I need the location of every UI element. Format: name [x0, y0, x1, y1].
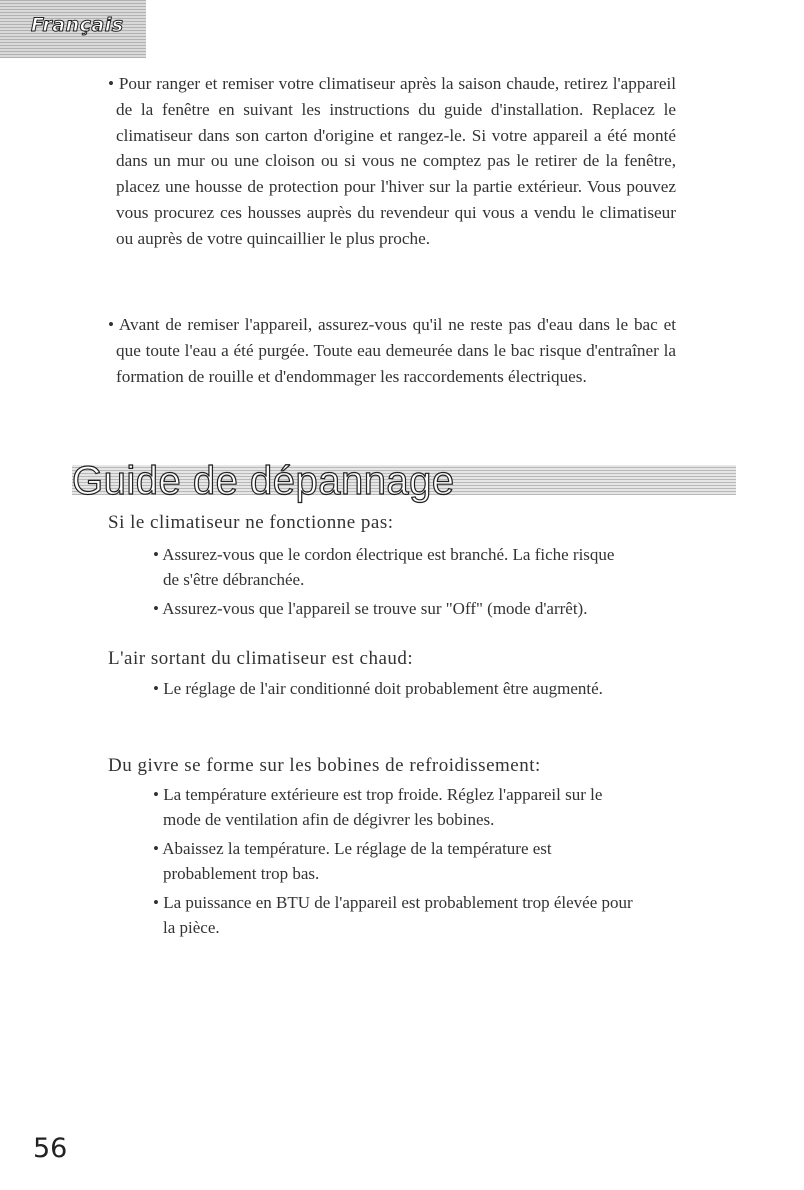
section-header	[72, 455, 736, 511]
tip-item: • La puissance en BTU de l'appareil est probablement trop élevée pour la pièce.	[153, 893, 633, 937]
issue-title: Du givre se forme sur les bobines de refroidissement:	[108, 755, 541, 776]
tip-item: • Assurez-vous que le cordon électrique est branché. La fiche risque de s'être débranchée.	[153, 545, 615, 589]
issue-title: Si le climatiseur ne fonctionne pas:	[108, 512, 394, 533]
storage-bullet-1	[108, 71, 676, 252]
storage-bullet-text: • Avant de remiser l'appareil, assurez-vous qu'il ne reste pas d'eau dans le bac et que toute l'eau a été purgée. Toute eau demeurée dans le bac risque d'entraîner la formation de rouille et d'endommager les raccordements électriques.	[108, 315, 676, 386]
tip-item: • Abaissez la température. Le réglage de la température est probablement trop bas.	[153, 839, 552, 883]
issue-tips-list	[153, 542, 633, 625]
section-title: Guide de dépannage	[72, 459, 455, 503]
tip-item: • Le réglage de l'air conditionné doit probablement être augmenté.	[153, 679, 603, 698]
storage-bullet-text: • Pour ranger et remiser votre climatiseur après la saison chaude, retirez l'appareil de la fenêtre en suivant les instructions du guide d'installation. Replacez le climatiseur dans son carton d'origine et rangez-le. Si votre appareil a été monté dans un mur ou une cloison ou si vous ne comptez pas le retirer de la fenêtre, placez une housse de protection pour l'hiver sur la partie extérieur. Vous pouvez vous procurez ces housses auprès du revendeur qui vous a vendu le climatiseur ou auprès de votre quincaillier le plus proche.	[108, 74, 676, 248]
issue-tips-list	[153, 782, 633, 944]
language-label: Français	[31, 14, 124, 36]
storage-bullet-2	[108, 312, 676, 389]
language-tab	[0, 0, 146, 58]
tip-item: • La température extérieure est trop froide. Réglez l'appareil sur le mode de ventilation afin de dégivrer les bobines.	[153, 785, 603, 829]
issue-tips-list	[153, 676, 633, 705]
tip-item: • Assurez-vous que l'appareil se trouve sur "Off" (mode d'arrêt).	[153, 599, 588, 618]
issue-title: L'air sortant du climatiseur est chaud:	[108, 648, 414, 669]
page-number: 56	[33, 1133, 68, 1164]
